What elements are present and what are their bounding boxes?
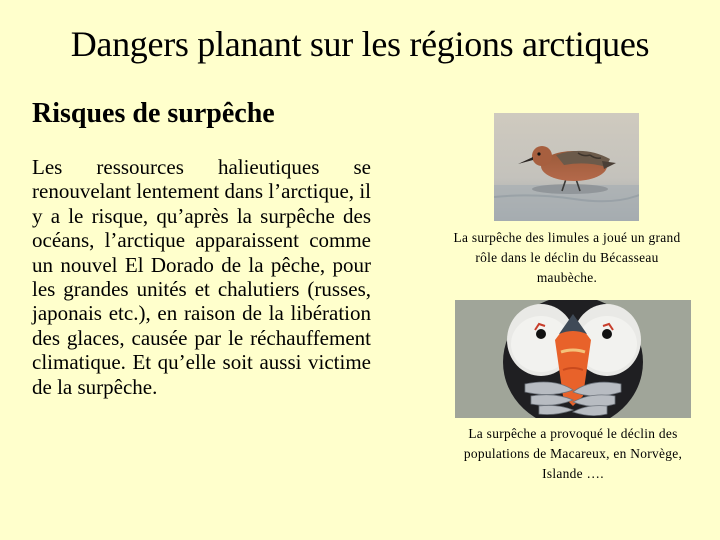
puffin-photo — [455, 300, 691, 418]
figure-caption-red-knot: La surpêche des limules a joué un grand rôle dans le déclin du Bécasseau maubèche. — [453, 230, 681, 285]
body-paragraph: Les ressources halieutiques se renouvelant lentement dans l’arctique, il y a le risque, qu’après la surpêche des océans, l’arctique apparaissent comme un nouvel El Dorado de la pêche, pour les grandes unités et chalutiers (russes, japonais etc.), en raison de la libération des glaces, causée par le réchauffement climatique. Et qu’elle soit aussi victime de la surpêche. — [32, 155, 371, 399]
red-knot-bird-icon — [494, 113, 639, 221]
red-knot-photo — [494, 113, 639, 221]
slide-title: Dangers planant sur les régions arctiques — [70, 24, 650, 64]
figure-caption-puffin: La surpêche a provoqué le déclin des populations de Macareux, en Norvège, Islande …. — [463, 426, 683, 481]
section-heading: Risques de surpêche — [32, 98, 275, 129]
atlantic-puffin-icon — [455, 300, 691, 418]
